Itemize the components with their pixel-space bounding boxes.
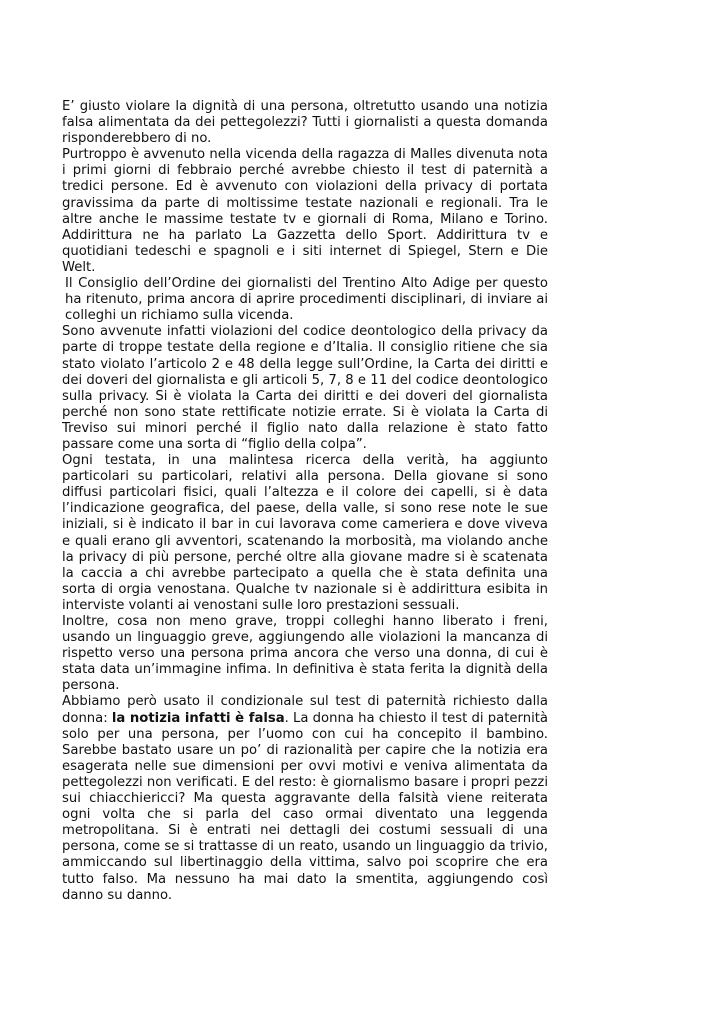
paragraph-2: Purtroppo è avvenuto nella vicenda della ragazza di Malles divenuta nota i primi giorni di febbraio perché avrebbe chiesto il test di paternità a tredici persone. Ed è avvenuto con violazioni della privacy di portata gravissima da parte di moltissime testate nazionali e regionali. Tra le altre anche le massime testate tv e giornali di Roma, Milano e Torino. Addirittura ne ha parlato La Gazzetta dello Sport. Addirittura tv e quotidiani tedeschi e spagnoli e i siti internet di Spiegel, Stern e Die Welt. — [62, 147, 548, 275]
highlighted-statement: la notizia infatti è falsa — [111, 710, 285, 726]
paragraph-4: Sono avvenute infatti violazioni del codice deontologico della privacy da parte di troppe testate della regione e d’Italia. Il consiglio ritiene che sia stato violato l’articolo 2 e 48 della legge sull’Ordine, la Carta dei diritti e dei doveri del giornalista e gli articoli 5, 7, 8 e 11 del codice deontologico sulla privacy. Si è violata la Carta dei diritti e dei doveri del giornalista perché non sono state rettificate notizie errate. Si è violata la Carta di Treviso sui minori perché il figlio nato dalla relazione è stato fatto passare come una sorta di “figlio della colpa”. — [62, 324, 548, 452]
article-body — [62, 99, 548, 904]
paragraph-1: E’ giusto violare la dignità di una persona, oltretutto usando una notizia falsa alimentata da dei pettegolezzi? Tutti i giornalisti a questa domanda risponderebbero di no. — [62, 99, 548, 147]
paragraph-7-intro: Abbiamo però usato il condizionale sul test di paternità richiesto dalla donna: — [62, 694, 548, 726]
paragraph-7-body: . La donna ha chiesto il test di paternità solo per una persona, per l’uomo con cui ha concepito il bambino. Sarebbe bastato usare un po’ di razionalità per capire che la notizia era esagerata nelle sue dimensioni per ovvi motivi e veniva alimentata da pettegolezzi non verificati. E del resto: è giornalismo basare i propri pezzi sui chiacchiericci? Ma questa aggravante della falsità viene reiterata ogni volta che si parla del caso ormai diventato una leggenda metropolitana. Si è entrati nei dettagli dei costumi sessuali di una persona, come se si trattasse di un reato, usando un linguaggio da trivio, ammiccando sul libertinaggio della vittima, salvo poi scoprire che era tutto falso. Ma nessuno ha mai dato la smentita, aggiungendo così danno su danno. — [62, 710, 548, 903]
paragraph-6: Inoltre, cosa non meno grave, troppi colleghi hanno liberato i freni, usando un linguaggio greve, aggiungendo alle violazioni la mancanza di rispetto verso una persona prima ancora che verso una donna, di cui è stata data un’immagine infima. In definitiva è stata ferita la dignità della persona. — [62, 614, 548, 694]
paragraph-7 — [62, 694, 548, 903]
paragraph-5: Ogni testata, in una malintesa ricerca della verità, ha aggiunto particolari su particolari, relativi alla persona. Della giovane si sono diffusi particolari fisici, quali l’altezza e il colore dei capelli, si è data l’indicazione geografica, del paese, della valle, si sono rese note le sue iniziali, si è indicato il bar in cui lavorava come cameriera e dove viveva e quali erano gli avventori, scatenando la morbosità, ma violando anche la privacy di più persone, perché oltre alla giovane madre si è scatenata la caccia a chi avrebbe partecipato a quella che è stata definita una sorta di orgia venostana. Qualche tv nazionale si è addirittura esibita in interviste volanti ai venostani sulle loro prestazioni sessuali. — [62, 453, 548, 613]
paragraph-3: Il Consiglio dell’Ordine dei giornalisti del Trentino Alto Adige per questo ha ritenuto, prima ancora di aprire procedimenti disciplinari, di inviare ai colleghi un richiamo sulla vicenda. — [65, 276, 548, 324]
